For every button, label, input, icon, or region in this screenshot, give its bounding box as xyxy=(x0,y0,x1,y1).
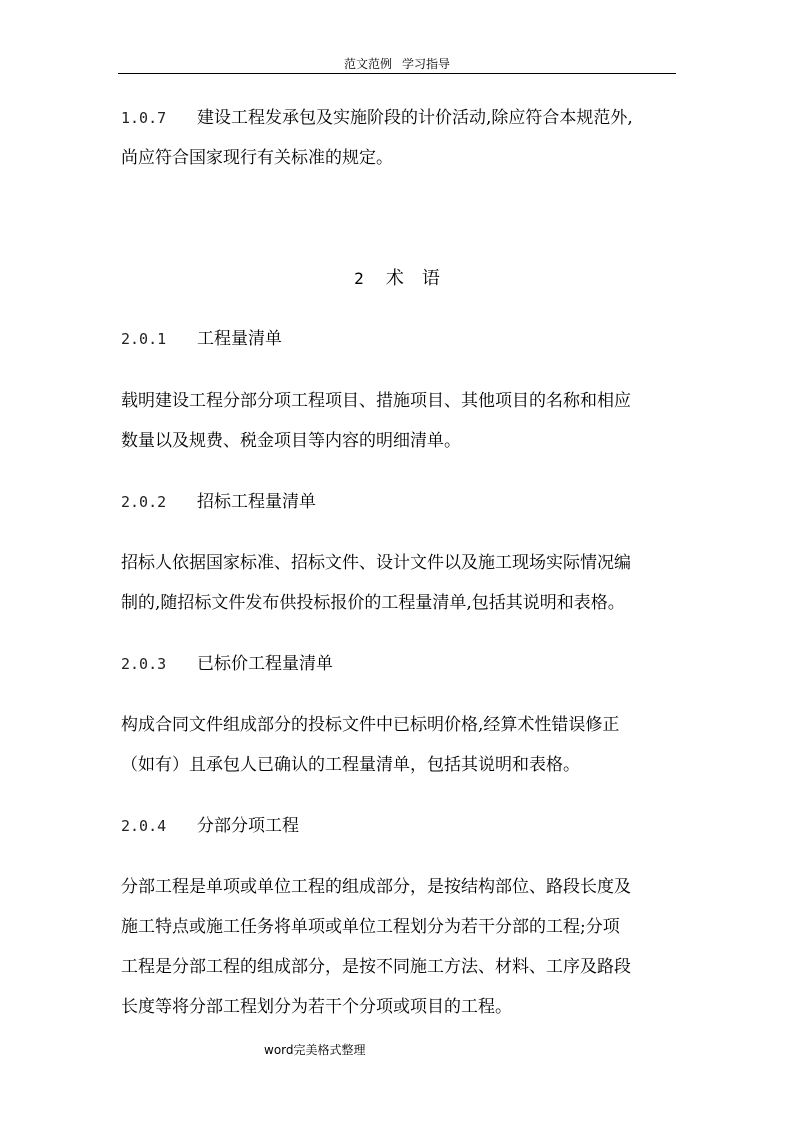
term-title: 已标价工程量清单 xyxy=(197,654,333,674)
term-title: 分部分项工程 xyxy=(197,816,299,836)
term-title: 招标工程量清单 xyxy=(197,492,316,512)
section-title xyxy=(0,268,794,290)
term-heading xyxy=(121,653,333,675)
header-right-text: 学习指导 xyxy=(402,57,451,71)
term-definition-line: 构成合同文件组成部分的投标文件中已标明价格,经算术性错误修正 xyxy=(121,715,620,735)
term-title: 工程量清单 xyxy=(197,329,282,349)
clause-number: 1.0.7 xyxy=(121,109,167,127)
term-heading xyxy=(121,815,299,837)
page-footer: word完美格式整理 xyxy=(264,1043,366,1057)
section-title-char-1: 术 xyxy=(385,268,404,289)
page-header xyxy=(118,55,676,74)
term-number: 2.0.3 xyxy=(121,655,167,673)
term-definition-line: （如有）且承包人已确认的工程量清单，包括其说明和表格。 xyxy=(121,755,580,775)
term-definition-line: 施工特点或施工任务将单项或单位工程划分为若干分部的工程;分项 xyxy=(121,917,620,937)
clause-text: 建设工程发承包及实施阶段的计价活动,除应符合本规范外, xyxy=(197,108,633,128)
term-heading xyxy=(121,491,316,513)
clause-1-0-7-line-1 xyxy=(121,107,633,129)
term-number: 2.0.4 xyxy=(121,817,167,835)
term-number: 2.0.1 xyxy=(121,330,167,348)
term-definition-line: 载明建设工程分部分项工程项目、措施项目、其他项目的名称和相应 xyxy=(121,391,631,411)
term-definition-line: 招标人依据国家标准、招标文件、设计文件以及施工现场实际情况编 xyxy=(121,553,631,573)
clause-1-0-7-line-2: 尚应符合国家现行有关标准的规定。 xyxy=(121,148,393,168)
term-definition-line: 分部工程是单项或单位工程的组成部分，是按结构部位、路段长度及 xyxy=(121,877,631,897)
term-definition-line: 制的,随招标文件发布供投标报价的工程量清单,包括其说明和表格。 xyxy=(121,593,625,613)
term-number: 2.0.2 xyxy=(121,493,167,511)
term-heading xyxy=(121,328,282,350)
term-definition-line: 数量以及规费、税金项目等内容的明细清单。 xyxy=(121,431,461,451)
section-number: 2 xyxy=(354,269,364,288)
section-title-char-2: 语 xyxy=(421,268,440,289)
header-left-text: 范文范例 xyxy=(343,57,392,71)
term-definition-line: 长度等将分部工程划分为若干个分项或项目的工程。 xyxy=(121,997,512,1017)
term-definition-line: 工程是分部工程的组成部分，是按不同施工方法、材料、工序及路段 xyxy=(121,957,631,977)
